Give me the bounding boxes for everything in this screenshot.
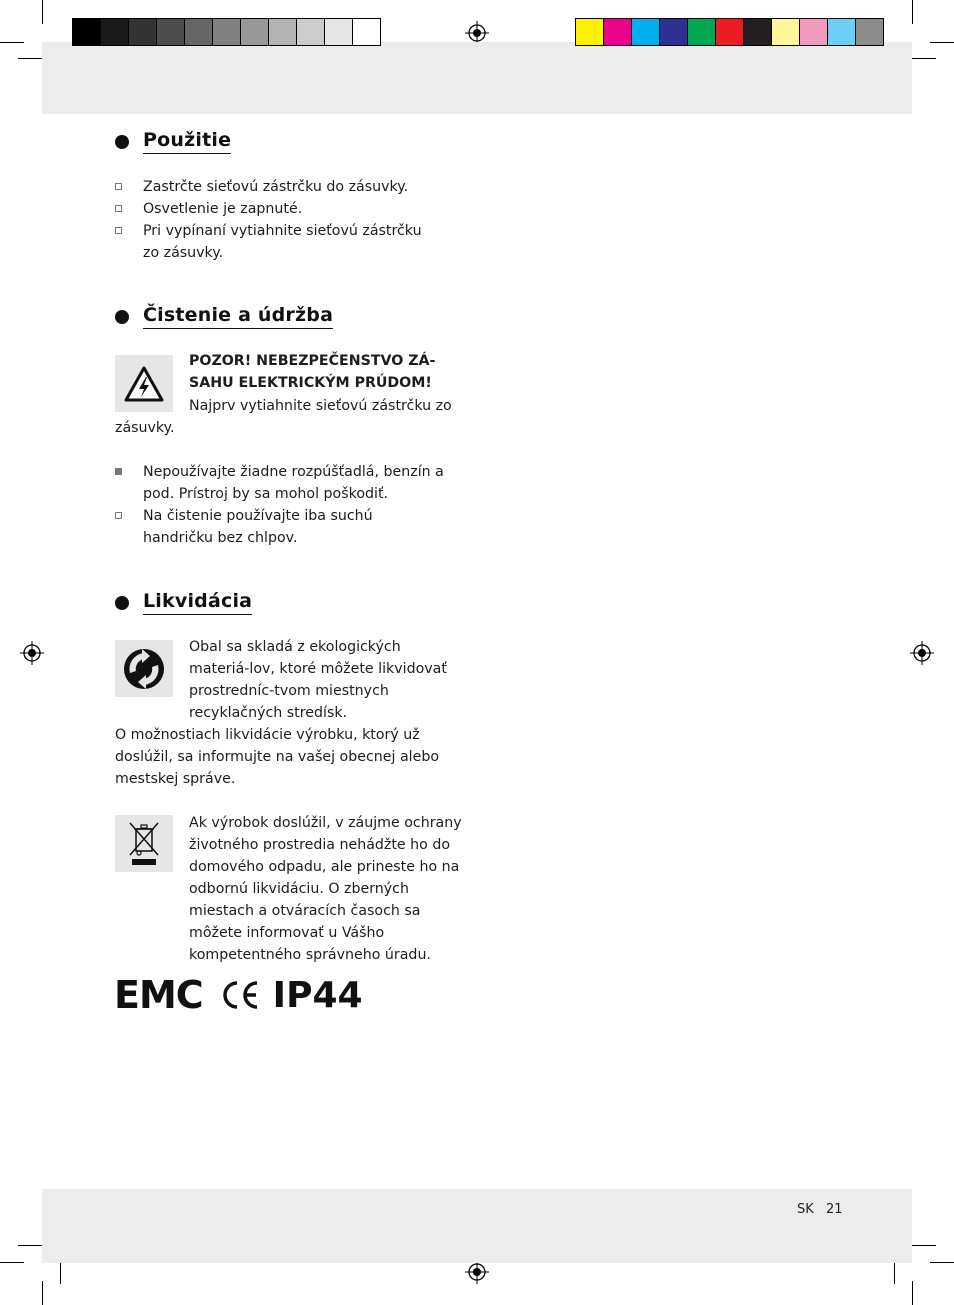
registration-mark-icon bbox=[910, 641, 934, 665]
recycle-icon-box bbox=[115, 640, 173, 697]
crop-mark bbox=[18, 58, 42, 59]
color-swatch bbox=[129, 18, 157, 46]
registration-mark-icon bbox=[465, 1260, 489, 1284]
header-band bbox=[42, 42, 912, 114]
color-swatch bbox=[213, 18, 241, 46]
color-swatch bbox=[325, 18, 353, 46]
color-swatch bbox=[772, 18, 800, 46]
crop-mark bbox=[0, 42, 24, 43]
list-item bbox=[115, 220, 467, 264]
list-item bbox=[115, 176, 467, 198]
crop-mark bbox=[912, 1245, 936, 1246]
color-swatch bbox=[575, 18, 604, 46]
color-swatch bbox=[269, 18, 297, 46]
crop-mark bbox=[42, 0, 43, 24]
filled-square-icon bbox=[115, 461, 143, 505]
bullet-dot-icon bbox=[115, 135, 129, 149]
color-swatch bbox=[157, 18, 185, 46]
gray-calibration-bar bbox=[72, 18, 381, 46]
section-heading-usage bbox=[115, 129, 231, 154]
warning-heading-line: POZOR! NEBEZPEČENSTVO ZÁ- bbox=[189, 353, 436, 369]
section-title: Likvidácia bbox=[143, 590, 252, 615]
color-swatch bbox=[660, 18, 688, 46]
certification-marks bbox=[114, 975, 363, 1015]
warning-text-line: Najprv vytiahnite sieťovú zástrčku zo bbox=[189, 398, 452, 414]
crossed-out-bin-icon bbox=[124, 819, 164, 869]
color-swatch bbox=[185, 18, 213, 46]
green-dot-recycling-icon bbox=[122, 647, 166, 691]
section-title: Použitie bbox=[143, 129, 231, 154]
bullet-dot-icon bbox=[115, 310, 129, 324]
color-swatch bbox=[353, 18, 381, 46]
page-number: 21 bbox=[826, 1202, 843, 1217]
disposal-info-text: O možnostiach likvidácie výrobku, ktorý už doslúžil, sa informujte na vašej obecnej alebo mestskej správe. bbox=[115, 727, 439, 787]
color-swatch bbox=[297, 18, 325, 46]
color-swatch bbox=[744, 18, 772, 46]
color-swatch bbox=[688, 18, 716, 46]
warning-icon-box bbox=[115, 355, 173, 412]
registration-mark-icon bbox=[20, 641, 44, 665]
crop-mark bbox=[912, 1281, 913, 1305]
color-calibration-bar bbox=[575, 18, 884, 46]
list-item-text: Pri vypínaní vytiahnite sieťovú zástrčku zo zásuvky. bbox=[143, 223, 422, 261]
warning-heading bbox=[189, 350, 469, 394]
color-swatch bbox=[101, 18, 129, 46]
crop-mark bbox=[912, 58, 936, 59]
section-title: Čistenie a údržba bbox=[143, 304, 333, 329]
recycle-text: Obal sa skladá z ekologických materiá-lov, ktoré môžete likvidovať prostredníc-tvom miestnych recyklačných stredísk. bbox=[189, 639, 447, 721]
crop-mark bbox=[930, 42, 954, 43]
color-swatch bbox=[72, 18, 101, 46]
color-swatch bbox=[604, 18, 632, 46]
emc-mark: EMC bbox=[114, 973, 203, 1017]
color-swatch bbox=[828, 18, 856, 46]
list-item-text: Na čistenie používajte iba suchú handričku bez chlpov. bbox=[143, 508, 373, 546]
list-item-text: Zastrčte sieťovú zástrčku do zásuvky. bbox=[143, 179, 409, 195]
list-item bbox=[115, 461, 467, 505]
checkbox-square-icon bbox=[115, 176, 143, 198]
weee-icon-box bbox=[115, 815, 173, 872]
electric-hazard-icon bbox=[123, 365, 165, 403]
crop-mark bbox=[912, 0, 913, 24]
section-heading-cleaning bbox=[115, 304, 333, 329]
color-swatch bbox=[632, 18, 660, 46]
list-item bbox=[115, 505, 467, 549]
list-item-text: Nepoužívajte žiadne rozpúšťadlá, benzín a pod. Prístroj by sa mohol poškodiť. bbox=[143, 464, 444, 502]
language-code: SK bbox=[797, 1202, 814, 1217]
color-swatch bbox=[241, 18, 269, 46]
list-item-text: Osvetlenie je zapnuté. bbox=[143, 201, 303, 217]
ce-mark-icon bbox=[219, 979, 261, 1011]
color-swatch bbox=[716, 18, 744, 46]
ip-rating-mark: IP44 bbox=[272, 974, 363, 1016]
list-item bbox=[115, 198, 467, 220]
warning-text-line: zásuvky. bbox=[115, 420, 175, 436]
warning-heading-line: SAHU ELEKTRICKÝM PRÚDOM! bbox=[189, 375, 432, 391]
crop-mark bbox=[0, 1262, 24, 1263]
crop-mark bbox=[18, 1245, 42, 1246]
section-heading-disposal bbox=[115, 590, 252, 615]
checkbox-square-icon bbox=[115, 505, 143, 549]
bullet-dot-icon bbox=[115, 596, 129, 610]
color-swatch bbox=[856, 18, 884, 46]
checkbox-square-icon bbox=[115, 198, 143, 220]
crop-mark bbox=[42, 1281, 43, 1305]
footer-band bbox=[42, 1189, 912, 1263]
weee-text: Ak výrobok doslúžil, v záujme ochrany životného prostredia nehádžte ho do domového odpadu, ale prineste ho na odbornú likvidáciu. O zberných miestach a otváracích časoch sa môžete informovať u Vášho kompetentného správneho úradu. bbox=[189, 815, 462, 963]
crop-mark bbox=[930, 1262, 954, 1263]
checkbox-square-icon bbox=[115, 220, 143, 264]
color-swatch bbox=[800, 18, 828, 46]
